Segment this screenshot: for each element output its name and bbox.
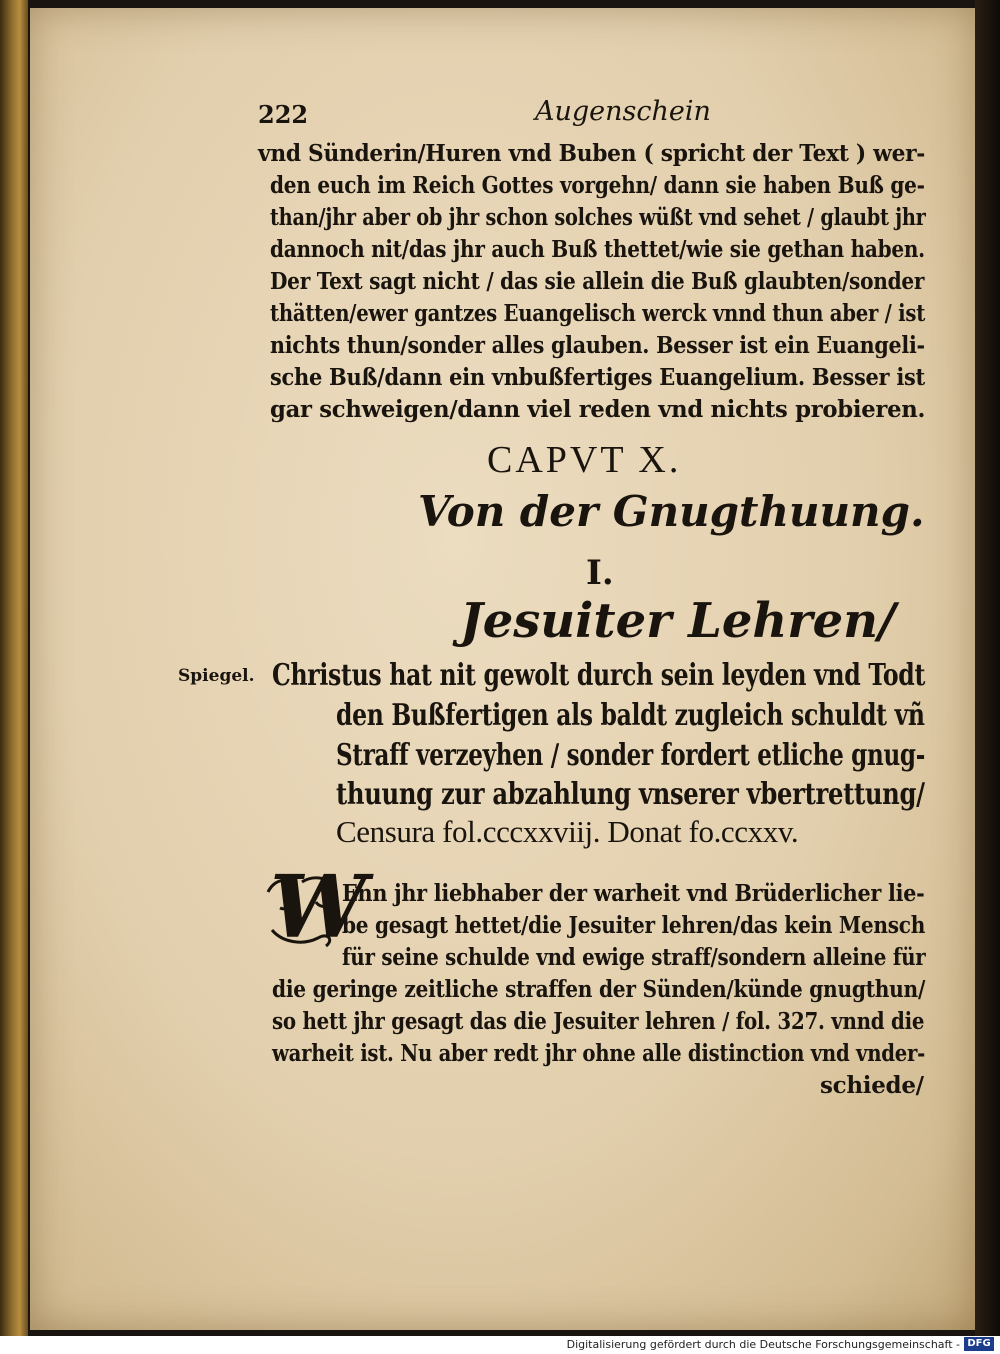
citation-line: Censura fol.cccxxviij. Donat fo.ccxxv. <box>336 814 799 849</box>
text-line: gar schweigen/dann viel reden vnd nichts probieren. <box>270 396 926 423</box>
text-line: den euch im Reich Gottes vorgehn/ dann sie haben Buß ge- <box>270 172 925 199</box>
text-line: Enn jhr liebhaber der warheit vnd Brüderlicher lie- <box>342 880 925 907</box>
text-line: für seine schulde vnd ewige straff/sondern alleine für <box>342 944 926 971</box>
text-line: nichts thun/sonder alles glauben. Besser ist ein Euangeli- <box>270 332 925 359</box>
quote-line: Christus hat nit gewolt durch sein leyden vnd Todt <box>272 658 926 693</box>
text-line: Der Text sagt nicht / das sie allein die Buß glaubten/sonder <box>270 268 925 295</box>
margin-note: Spiegel. <box>178 666 255 686</box>
text-line: be gesagt hettet/die Jesuiter lehren/das kein Mensch <box>342 912 926 939</box>
funding-credit: Digitalisierung gefördert durch die Deutsche Forschungsgemeinschaft - <box>566 1338 960 1351</box>
dfg-logo: DFG <box>964 1337 994 1351</box>
quote-line: thuung zur abzahlung vnserer vbertrettung/ <box>336 777 925 812</box>
text-line: dannoch nit/das jhr auch Buß thettet/wie sie gethan haben. <box>270 236 925 263</box>
text-line: warheit ist. Nu aber redt jhr ohne alle distinction vnd vnder- <box>272 1040 926 1067</box>
text-line: so hett jhr gesagt das die Jesuiter lehren / fol. 327. vnnd die <box>272 1008 925 1035</box>
chapter-number: CAPVT X. <box>487 439 682 481</box>
text-line: vnd Sünderin/Huren vnd Buben ( spricht der Text ) wer- <box>258 140 926 167</box>
text-line: die geringe zeitliche straffen der Sünden/künde gnugthun/ <box>272 976 926 1003</box>
chapter-title: Von der Gnugthuung. <box>418 487 925 536</box>
section-title: Jesuiter Lehren/ <box>460 593 896 649</box>
text-line: than/jhr aber ob jhr schon solches wüßt vnd sehet / glaubt jhr <box>270 204 926 231</box>
book-spine-edge <box>0 0 28 1336</box>
section-number: I. <box>586 553 614 593</box>
page-number: 222 <box>258 100 309 129</box>
quote-line: Straff verzeyhen / sonder fordert etliche gnug- <box>336 738 926 773</box>
running-title: Augenschein <box>535 96 711 127</box>
text-line: thätten/ewer gantzes Euangelisch werck vnnd thun aber / ist <box>270 300 926 327</box>
text-line: schiede/ <box>820 1072 924 1099</box>
book-right-edge <box>975 0 1000 1336</box>
quote-line: den Bußfertigen als baldt zugleich schuldt vñ <box>336 698 925 733</box>
drop-cap: W <box>270 857 367 958</box>
text-line: sche Buß/dann ein vnbußfertiges Euangelium. Besser ist <box>270 364 925 391</box>
